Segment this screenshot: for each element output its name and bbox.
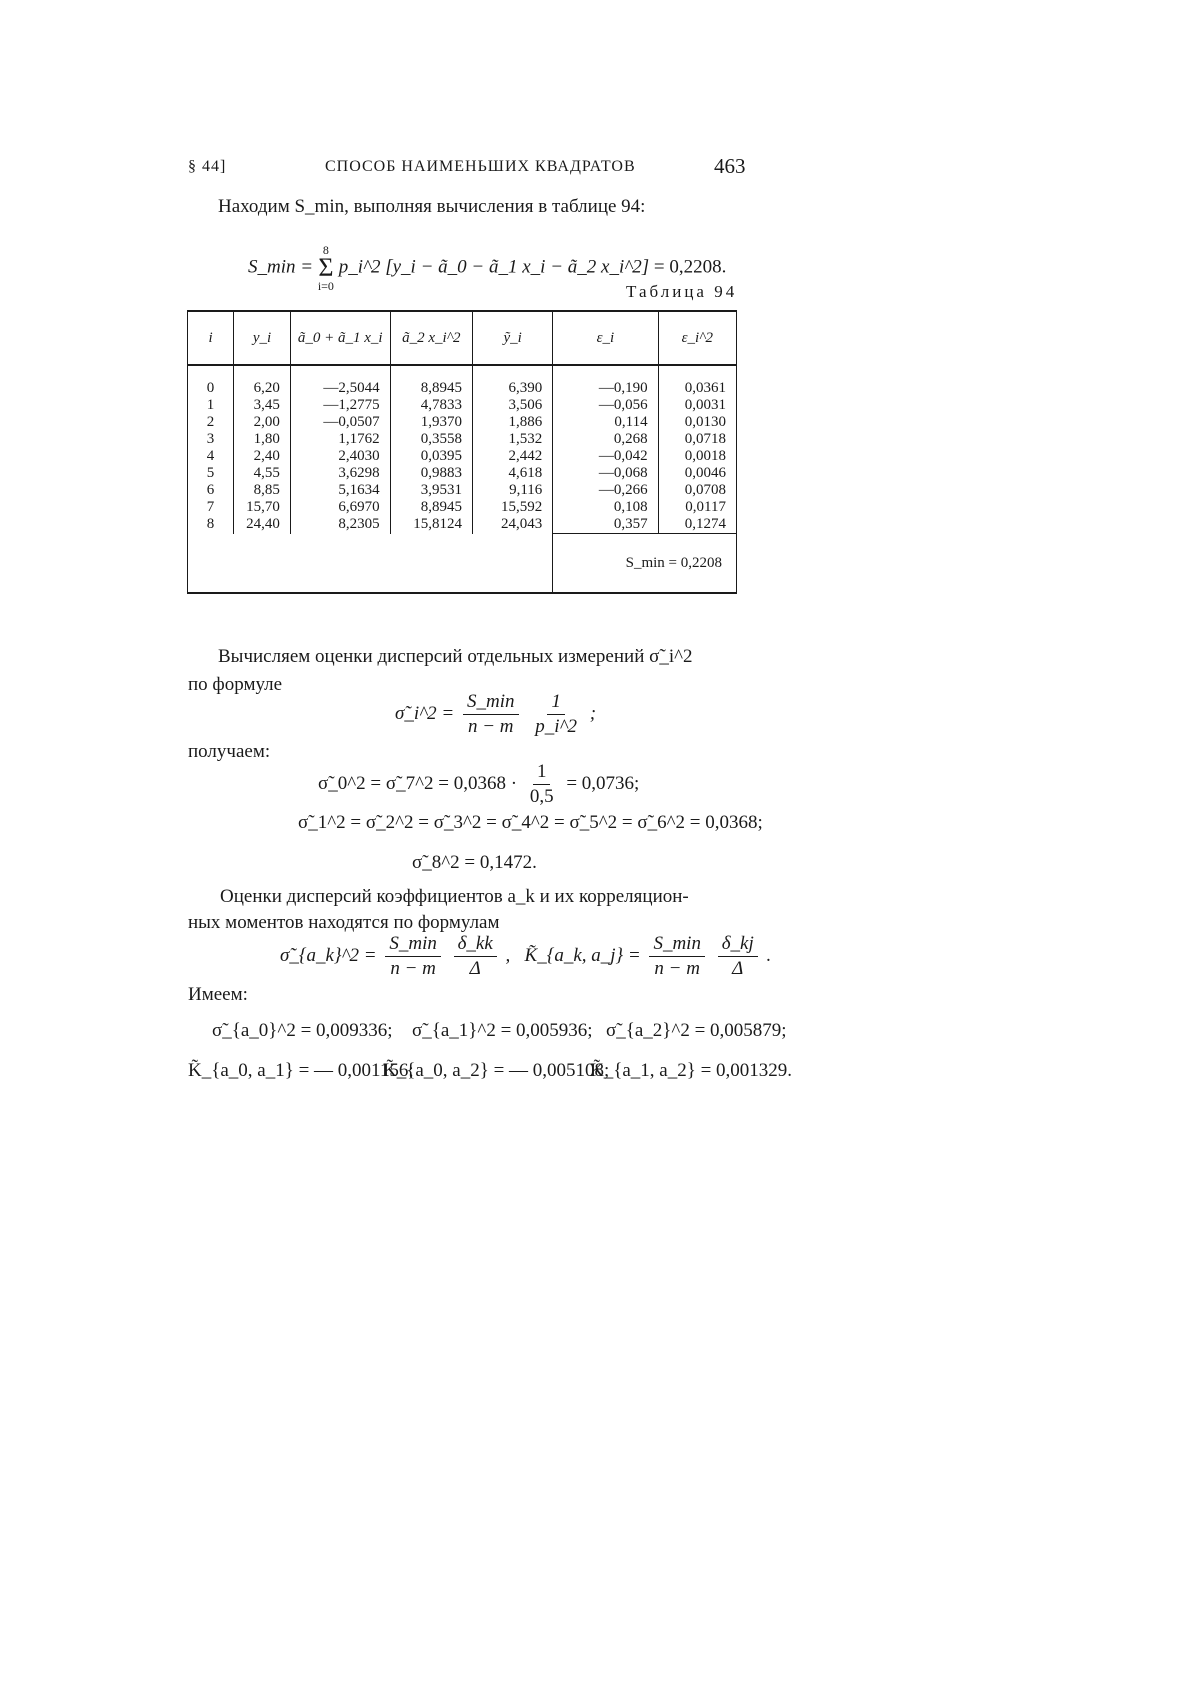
- table-cell: 3,9531: [390, 482, 472, 499]
- table-row: [188, 397, 737, 414]
- table-cell: —0,068: [553, 465, 658, 482]
- table-cell: 0,0117: [658, 499, 736, 516]
- result-cov-a0a2: K̃_{a_0, a_2} = — 0,005108;: [383, 1060, 610, 1081]
- col-header-a0a1x: ã_0 + ã_1 x_i: [290, 311, 390, 365]
- table-cell: —0,0507: [290, 414, 390, 431]
- table-cell: 2,442: [473, 448, 553, 465]
- table-row: [188, 482, 737, 499]
- table-row: [188, 414, 737, 431]
- table-cell: 6,390: [473, 365, 553, 397]
- table-cell: 0,0395: [390, 448, 472, 465]
- table-cell: 0,0708: [658, 482, 736, 499]
- table-cell: —0,190: [553, 365, 658, 397]
- table-cell: 1,886: [473, 414, 553, 431]
- table-cell: 4,7833: [390, 397, 472, 414]
- table-cell: 3,6298: [290, 465, 390, 482]
- table-cell: —2,5044: [290, 365, 390, 397]
- table-cell: 1: [188, 397, 234, 414]
- col-header-y: y_i: [234, 311, 291, 365]
- table-cell: 9,116: [473, 482, 553, 499]
- table-cell: 0,268: [553, 431, 658, 448]
- table-total-smin: S_min = 0,2208: [553, 534, 737, 594]
- table-cell: 8,8945: [390, 499, 472, 516]
- para-coeff-formula-label: ных моментов находятся по формулам: [188, 912, 500, 933]
- table-cell: 0,1274: [658, 516, 736, 534]
- intro-text: Находим S_min, выполняя вычисления в таблице 94:: [218, 196, 646, 217]
- table-cell: 1,532: [473, 431, 553, 448]
- table-cell: —1,2775: [290, 397, 390, 414]
- table-cell: 2,00: [234, 414, 291, 431]
- table-cell: 5: [188, 465, 234, 482]
- table-cell: —0,266: [553, 482, 658, 499]
- table-total-row: [188, 534, 737, 594]
- table-header-row: [188, 311, 737, 365]
- table-cell: 15,70: [234, 499, 291, 516]
- table-empty-cell: [290, 534, 390, 594]
- table-row: [188, 499, 737, 516]
- table-cell: 0: [188, 365, 234, 397]
- table-cell: 0,0031: [658, 397, 736, 414]
- table-row: [188, 448, 737, 465]
- page-number: 463: [714, 154, 746, 178]
- running-title: СПОСОБ НАИМЕНЬШИХ КВАДРАТОВ: [325, 158, 636, 175]
- table-cell: 5,1634: [290, 482, 390, 499]
- para-variance-formula-label: по формуле: [188, 674, 283, 695]
- col-header-a2x2: ã_2 x_i^2: [390, 311, 472, 365]
- table-cell: 8: [188, 516, 234, 534]
- table-cell: 0,0718: [658, 431, 736, 448]
- table-caption: Таблица 94: [626, 282, 738, 301]
- table-cell: 0,357: [553, 516, 658, 534]
- table-cell: 24,043: [473, 516, 553, 534]
- col-header-yhat: ỹ_i: [473, 311, 553, 365]
- table-empty-cell: [390, 534, 472, 594]
- result-cov-a1a2: K̃_{a_1, a_2} = 0,001329.: [590, 1060, 793, 1081]
- section-ref: § 44]: [188, 158, 227, 175]
- table-cell: 6,20: [234, 365, 291, 397]
- table-row: [188, 465, 737, 482]
- table-cell: 3,506: [473, 397, 553, 414]
- table-cell: 3,45: [234, 397, 291, 414]
- result-var-a2: σ̃_{a_2}^2 = 0,005879;: [606, 1020, 787, 1041]
- table-cell: 3: [188, 431, 234, 448]
- table-empty-cell: [188, 534, 234, 594]
- formula-sigma-0-7: σ̃_0^2 = σ̃_7^2 = 0,0368 · $\frac{1}{0,5}$ = 0,0736;: [318, 761, 640, 807]
- table-cell: 8,8945: [390, 365, 472, 397]
- table-cell: 2,4030: [290, 448, 390, 465]
- table-cell: —0,056: [553, 397, 658, 414]
- formula-coeff-variance: σ̃_{a_k}^2 = $\frac{S\_\min}{n - m}$ $\frac{\delta\_kk}{\Delta}$ , K̃_{a_k, a_j} = $\frac{S\_\min}{n - m}$ $\frac{\delta\_kj}{\Delta}$ .: [280, 933, 772, 979]
- table-cell: 4,55: [234, 465, 291, 482]
- col-header-eps2: ε_i^2: [658, 311, 736, 365]
- para-variance-intro: Вычисляем оценки дисперсий отдельных измерений σ̃_i^2: [218, 646, 693, 667]
- table-cell: —0,042: [553, 448, 658, 465]
- table-row: [188, 431, 737, 448]
- table-cell: 15,592: [473, 499, 553, 516]
- col-header-i: i: [188, 311, 234, 365]
- table-cell: 24,40: [234, 516, 291, 534]
- table-empty-cell: [234, 534, 291, 594]
- table-cell: 7: [188, 499, 234, 516]
- table-cell: 0,0018: [658, 448, 736, 465]
- table-cell: 4,618: [473, 465, 553, 482]
- formula-sigma-1-6: σ̃_1^2 = σ̃_2^2 = σ̃_3^2 = σ̃_4^2 = σ̃_5^2 = σ̃_6^2 = 0,0368;: [298, 812, 763, 833]
- table-cell: 6,6970: [290, 499, 390, 516]
- result-var-a1: σ̃_{a_1}^2 = 0,005936;: [412, 1020, 593, 1041]
- table-cell: 15,8124: [390, 516, 472, 534]
- table-cell: 8,2305: [290, 516, 390, 534]
- table-cell: 0,0046: [658, 465, 736, 482]
- table-row: [188, 365, 737, 397]
- table-cell: 2,40: [234, 448, 291, 465]
- table-cell: 1,9370: [390, 414, 472, 431]
- col-header-eps: ε_i: [553, 311, 658, 365]
- table-cell: 1,1762: [290, 431, 390, 448]
- table-cell: 1,80: [234, 431, 291, 448]
- table-cell: 0,0361: [658, 365, 736, 397]
- table-empty-cell: [473, 534, 553, 594]
- table-cell: 0,108: [553, 499, 658, 516]
- obtain-label: получаем:: [188, 741, 271, 762]
- table-cell: 0,3558: [390, 431, 472, 448]
- table-cell: 8,85: [234, 482, 291, 499]
- table-cell: 0,0130: [658, 414, 736, 431]
- table-cell: 0,114: [553, 414, 658, 431]
- table-cell: 4: [188, 448, 234, 465]
- table-cell: 0,9883: [390, 465, 472, 482]
- formula-smin: S_min = 8 Σ i=0 p_i^2 [y_i − ã_0 − ã_1 x_i − ã_2 x_i^2] = 0,2208.: [248, 243, 727, 293]
- result-cov-a0a1: K̃_{a_0, a_1} = — 0,001156;: [188, 1060, 414, 1081]
- table-cell: 2: [188, 414, 234, 431]
- formula-sigma-i: σ̃_i^2 = $\frac{S\_\min}{n - m}$ $\frac{1}{p\_i\^{}2}$ ;: [395, 691, 597, 737]
- result-var-a0: σ̃_{a_0}^2 = 0,009336;: [212, 1020, 393, 1041]
- table-cell: 6: [188, 482, 234, 499]
- have-label: Имеем:: [188, 984, 248, 1005]
- formula-sigma-8: σ̃_8^2 = 0,1472.: [412, 852, 537, 873]
- para-coeff-intro: Оценки дисперсий коэффициентов a_k и их корреляцион-: [220, 886, 689, 907]
- table-row: [188, 516, 737, 534]
- table-94: [187, 310, 737, 594]
